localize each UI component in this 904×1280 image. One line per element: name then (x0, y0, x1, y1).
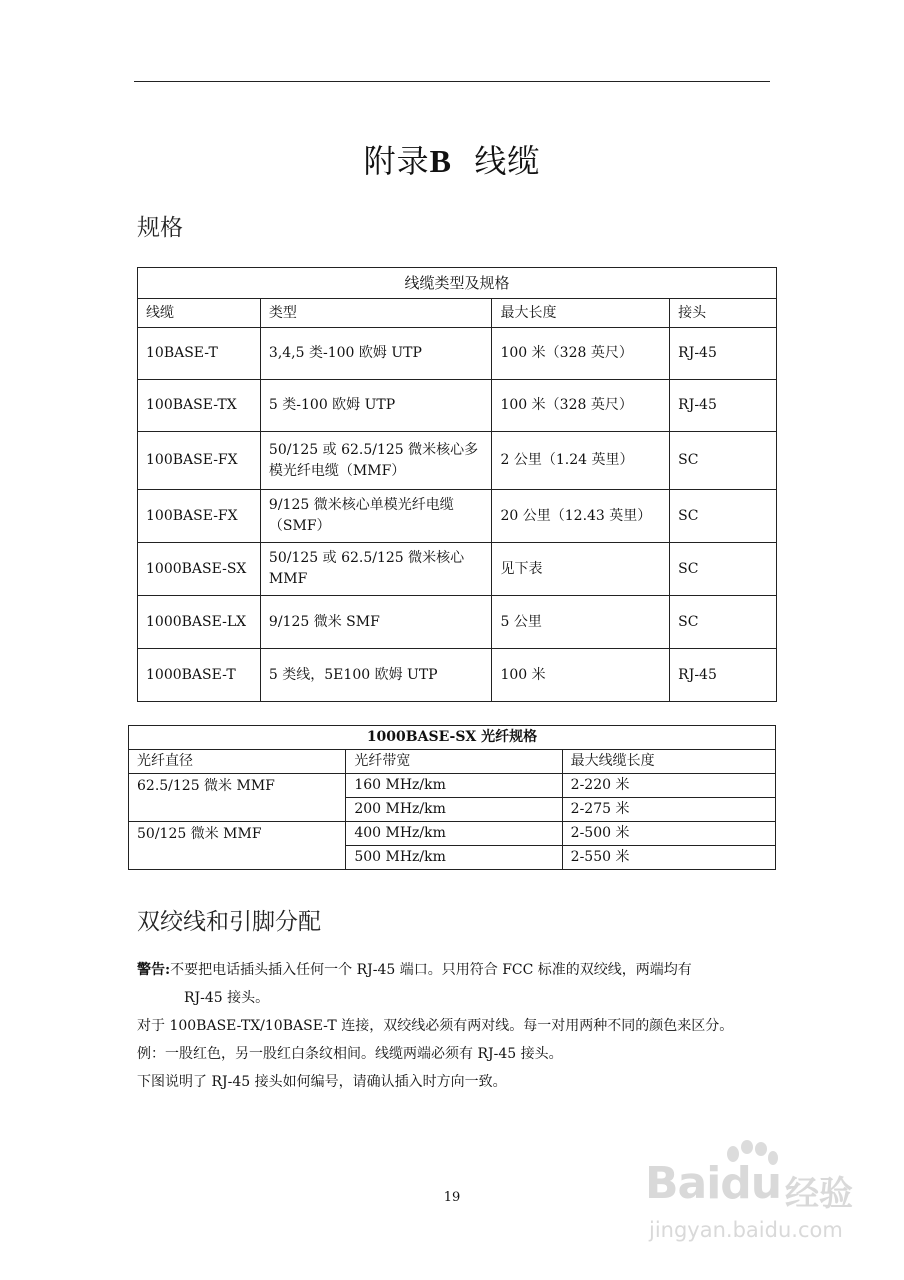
table-cell: 9/125 微米 SMF (260, 596, 492, 649)
table-cell: 100 米（328 英尺） (492, 328, 670, 380)
column-header: 光纤直径 (129, 750, 346, 774)
cable-spec-table (137, 267, 777, 702)
column-header: 接头 (670, 299, 777, 328)
table-cell: 62.5/125 微米 MMF (129, 774, 346, 822)
table-cell: 100 米（328 英尺） (492, 380, 670, 432)
column-header: 类型 (260, 299, 492, 328)
table-cell: SC (670, 490, 777, 543)
table-cell: 9/125 微米核心单模光纤电缆（SMF） (260, 490, 492, 543)
table-cell: 5 公里 (492, 596, 670, 649)
section-heading-spec: 规格 (137, 215, 183, 241)
table-row (138, 596, 777, 649)
table-cell: SC (670, 543, 777, 596)
column-header: 最大长度 (492, 299, 670, 328)
table-cell: 2-550 米 (562, 846, 775, 870)
page-number: 19 (443, 1190, 461, 1205)
warning-continuation: RJ-45 接头。 (184, 990, 270, 1006)
table-cell: 100 米 (492, 649, 670, 702)
table-cell: 5 类线，5E100 欧姆 UTP (260, 649, 492, 702)
table-cell: 160 MHz/km (346, 774, 562, 798)
table-caption: 1000BASE-SX 光纤规格 (129, 726, 776, 750)
table-cell: 2-220 米 (562, 774, 775, 798)
table-cell: 500 MHz/km (346, 846, 562, 870)
table-row (138, 649, 777, 702)
header-rule (134, 81, 770, 82)
table-cell: 2 公里（1.24 英里） (492, 432, 670, 490)
warning-label: 警告: (137, 962, 171, 978)
section-heading-pinout: 双绞线和引脚分配 (137, 909, 321, 935)
table-cell: 400 MHz/km (346, 822, 562, 846)
table-cell: 见下表 (492, 543, 670, 596)
table-caption: 线缆类型及规格 (138, 268, 777, 299)
table-cell: 2-500 米 (562, 822, 775, 846)
table-cell: 100BASE-FX (138, 432, 261, 490)
table-row (138, 432, 777, 490)
table-cell: RJ-45 (670, 328, 777, 380)
table-cell: 1000BASE-LX (138, 596, 261, 649)
warning-text: 不要把电话插头插入任何一个 RJ-45 端口。只用符合 FCC 标准的双绞线，两端均有 (170, 962, 692, 978)
page-title: 附录B 线缆 (363, 142, 541, 180)
table-cell: 100BASE-TX (138, 380, 261, 432)
table-row (138, 380, 777, 432)
table-cell: 5 类-100 欧姆 UTP (260, 380, 492, 432)
table-cell: 1000BASE-T (138, 649, 261, 702)
column-header: 光纤带宽 (346, 750, 562, 774)
warning-paragraph (137, 957, 692, 983)
table-cell: 50/125 微米 MMF (129, 822, 346, 870)
column-header: 最大线缆长度 (562, 750, 775, 774)
watermark-url: jingyan.baidu.com (649, 1218, 843, 1242)
table-cell: 20 公里（12.43 英里） (492, 490, 670, 543)
table-cell: 50/125 或 62.5/125 微米核心多模光纤电缆（MMF） (260, 432, 492, 490)
table-row (129, 774, 776, 798)
fiber-spec-table (128, 725, 776, 870)
table-row (129, 822, 776, 846)
column-header: 线缆 (138, 299, 261, 328)
table-cell: RJ-45 (670, 380, 777, 432)
table-row (138, 543, 777, 596)
table-cell: RJ-45 (670, 649, 777, 702)
paragraph: 例：一股红色，另一股红白条纹相间。线缆两端必须有 RJ-45 接头。 (137, 1046, 563, 1062)
table-cell: 10BASE-T (138, 328, 261, 380)
table-row (138, 490, 777, 543)
table-cell: 50/125 或 62.5/125 微米核心 MMF (260, 543, 492, 596)
table-cell: SC (670, 596, 777, 649)
table-cell: 3,4,5 类-100 欧姆 UTP (260, 328, 492, 380)
table-row (138, 328, 777, 380)
watermark-jingyan: 经验 (785, 1174, 853, 1214)
table-cell: 1000BASE-SX (138, 543, 261, 596)
table-cell: 2-275 米 (562, 798, 775, 822)
table-cell: 200 MHz/km (346, 798, 562, 822)
table-cell: SC (670, 432, 777, 490)
table-cell: 100BASE-FX (138, 490, 261, 543)
baidu-watermark (645, 1140, 860, 1260)
paragraph: 下图说明了 RJ-45 接头如何编号，请确认插入时方向一致。 (137, 1074, 507, 1090)
watermark-logo: Baidu (645, 1158, 782, 1209)
paragraph: 对于 100BASE-TX/10BASE-T 连接，双绞线必须有两对线。每一对用两种不同的颜色来区分。 (137, 1018, 734, 1034)
